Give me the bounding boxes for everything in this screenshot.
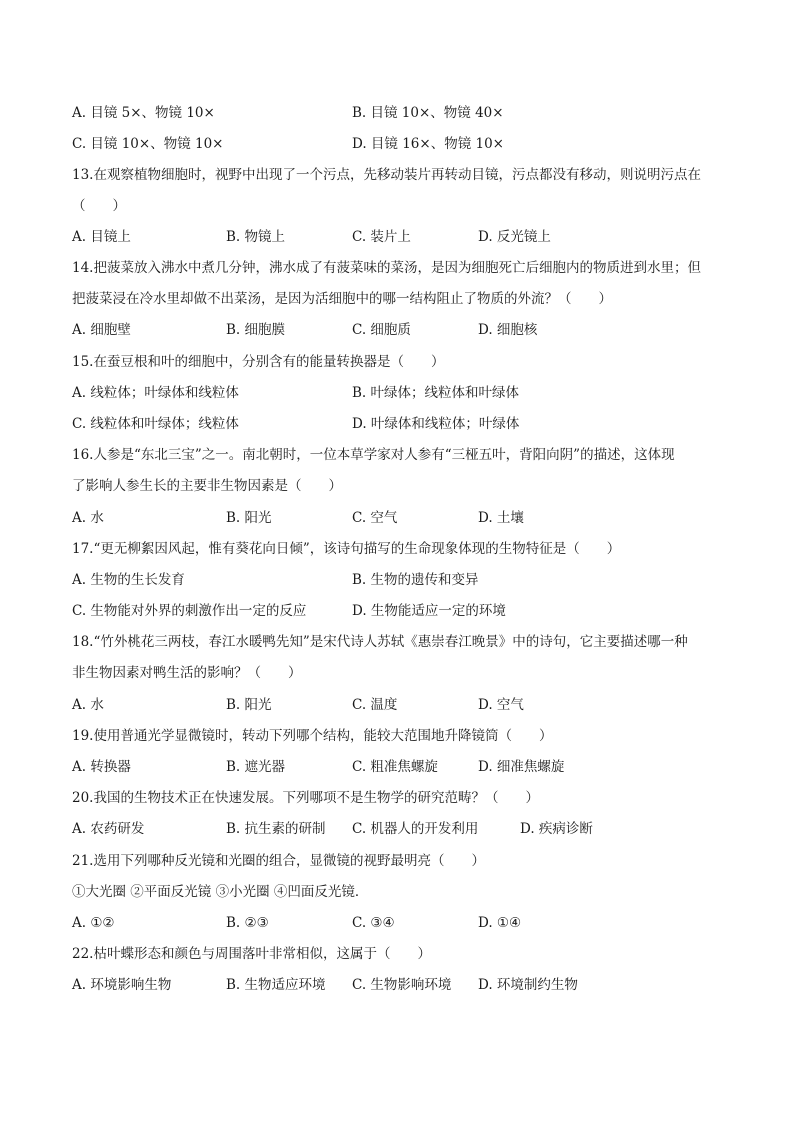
option-a: A. 生物的生长发育 [72,572,185,588]
question-17-stem [0,539,794,559]
question-16-stem [0,445,794,465]
option-d: D. ①④ [478,915,522,931]
option-b: B. 阳光 [226,510,272,526]
question-stem-line: 了影响人参生长的主要非生物因素是（ ） [72,478,342,494]
option-a: A. ①② [72,915,115,931]
question-stem-line: 22.枯叶蝶形态和颜色与周围落叶非常相似，这属于（ ） [72,946,431,962]
option-b: B. 遮光器 [226,759,286,775]
option-a: A. 转换器 [72,759,131,775]
answer-bracket: （ ） [72,198,126,214]
option-b: B. 叶绿体；线粒体和叶绿体 [352,385,520,401]
question-13-options [0,227,794,247]
question-16-options [0,508,794,528]
question-stem-line: 18.“竹外桃花三两枝，春江水暖鸭先知”是宋代诗人苏轼《惠崇春江晚景》中的诗句，它主要描述哪一种 [72,634,688,650]
option-b: B. 目镜 10×、物镜 40× [352,105,504,121]
option-b: B. ②③ [226,915,269,931]
option-d: D. 环境制约生物 [478,977,578,993]
question-choices-list: ①大光圈 ②平面反光镜 ③小光圈 ④凹面反光镜． [72,884,369,900]
question-16-stem-2 [0,476,794,496]
option-c: C. 生物能对外界的刺激作出一定的反应 [72,603,307,619]
question-22-stem [0,944,794,964]
question-22-options [0,975,794,995]
option-c: C. 温度 [352,697,398,713]
question-stem-line: 19.使用普通光学显微镜时，转动下列哪个结构，能较大范围地升降镜筒（ ） [72,728,553,744]
option-b: B. 物镜上 [226,229,286,245]
question-14-stem-2 [0,289,794,309]
option-d: D. 疾病诊断 [520,821,593,837]
question-stem-line: 非生物因素对鸭生活的影响？（ ） [72,665,302,681]
question-stem-line: 把菠菜浸在冷水里却做不出菜汤，是因为活细胞中的哪一结构阻止了物质的外流？（ ） [72,291,612,307]
question-20-stem [0,788,794,808]
question-15-options-row-1 [0,383,794,403]
question-17-options-row-1 [0,570,794,590]
question-18-stem-2 [0,663,794,683]
question-stem-line: 16.人参是“东北三宝”之一。南北朝时，一位本草学家对人参有“三桠五叶，背阳向阴”的描述，这体现 [72,447,675,463]
question-19-options [0,757,794,777]
option-c: C. 空气 [352,510,398,526]
question-13-stem [0,165,794,185]
question-21-options [0,913,794,933]
option-b: B. 细胞膜 [226,322,286,338]
option-a: A. 水 [72,510,104,526]
question-19-stem [0,726,794,746]
question-21-stem-2 [0,882,794,902]
option-c: C. ③④ [352,915,395,931]
option-c: C. 细胞质 [352,322,411,338]
question-14-stem [0,258,794,278]
option-b: B. 抗生素的研制 [226,821,326,837]
option-d: D. 目镜 16×、物镜 10× [352,136,504,152]
option-d: D. 反光镜上 [478,229,551,245]
question-13-stem-2 [0,196,794,216]
question-12-options-row-2 [0,134,794,154]
question-stem-line: 13.在观察植物细胞时，视野中出现了一个污点，先移动装片再转动目镜，污点都没有移动，则说明污点在 [72,167,701,183]
option-a: A. 目镜 5×、物镜 10× [72,105,215,121]
option-d: D. 叶绿体和线粒体；叶绿体 [352,416,520,432]
question-18-stem [0,632,794,652]
question-18-options [0,695,794,715]
option-a: A. 线粒体；叶绿体和线粒体 [72,385,239,401]
question-15-options-row-2 [0,414,794,434]
question-stem-line: 21.选用下列哪种反光镜和光圈的组合，显微镜的视野最明亮（ ） [72,853,485,869]
option-b: B. 生物适应环境 [226,977,326,993]
question-15-stem [0,352,794,372]
option-c: C. 线粒体和叶绿体；线粒体 [72,416,239,432]
option-b: B. 生物的遗传和变异 [352,572,479,588]
option-a: A. 目镜上 [72,229,131,245]
option-a: A. 细胞壁 [72,322,131,338]
option-a: A. 水 [72,697,104,713]
question-stem-line: 17.“更无柳絮因风起，惟有葵花向日倾”，该诗句描写的生命现象体现的生物特征是（ ） [72,541,621,557]
question-stem-line: 20.我国的生物技术正在快速发展。下列哪项不是生物学的研究范畴？（ ） [72,790,539,806]
question-12-options-row-1 [0,103,794,123]
question-stem-line: 14.把菠菜放入沸水中煮几分钟，沸水成了有菠菜味的菜汤，是因为细胞死亡后细胞内的物质进到水里；但 [72,260,701,276]
option-c: C. 机器人的开发利用 [352,821,479,837]
option-a: A. 环境影响生物 [72,977,172,993]
option-b: B. 阳光 [226,697,272,713]
option-c: C. 装片上 [352,229,411,245]
option-d: D. 细胞核 [478,322,538,338]
question-stem-line: 15.在蚕豆根和叶的细胞中，分别含有的能量转换器是（ ） [72,354,445,370]
option-c: C. 目镜 10×、物镜 10× [72,136,224,152]
option-d: D. 生物能适应一定的环境 [352,603,506,619]
option-a: A. 农药研发 [72,821,145,837]
option-c: C. 粗准焦螺旋 [352,759,438,775]
option-c: C. 生物影响环境 [352,977,452,993]
question-14-options [0,320,794,340]
option-d: D. 土壤 [478,510,524,526]
option-d: D. 空气 [478,697,524,713]
question-17-options-row-2 [0,601,794,621]
question-20-options [0,819,794,839]
option-d: D. 细准焦螺旋 [478,759,565,775]
question-21-stem [0,851,794,871]
